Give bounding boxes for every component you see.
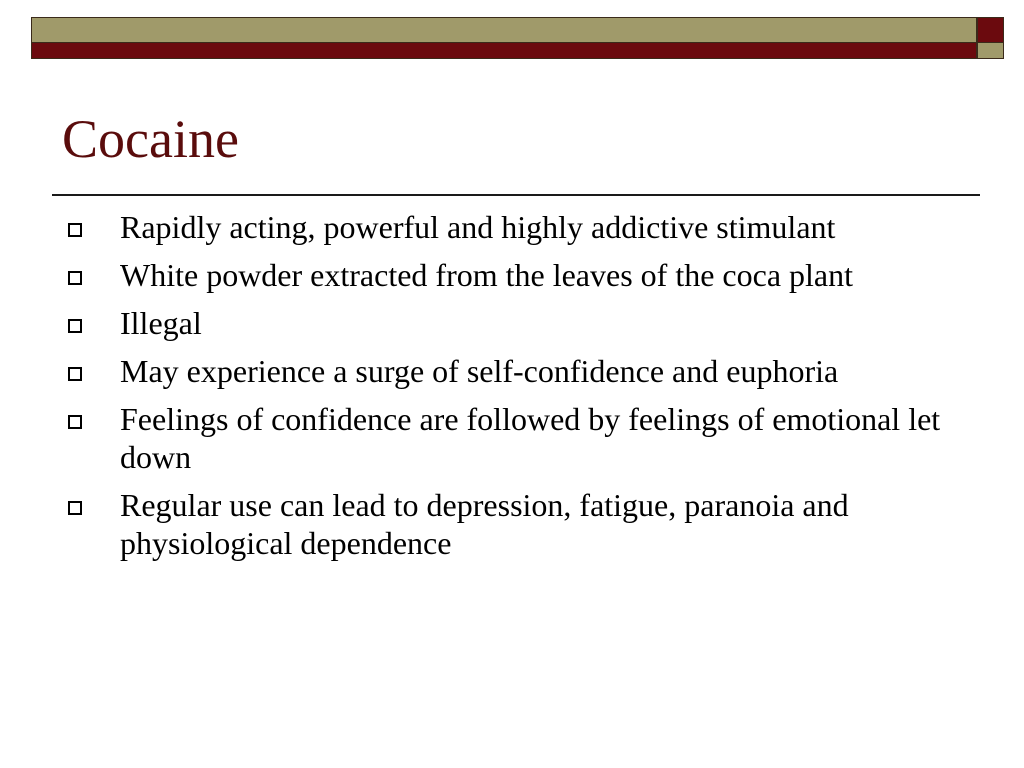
bullet-list xyxy=(62,208,962,572)
header-band-red xyxy=(31,42,977,59)
bullet-text: Illegal xyxy=(120,305,202,341)
bullet-item xyxy=(62,352,962,390)
bullet-item xyxy=(62,256,962,294)
bullet-text: White powder extracted from the leaves of the coca plant xyxy=(120,257,853,293)
bullet-item xyxy=(62,486,962,562)
header-band-olive xyxy=(31,17,977,43)
hollow-square-bullet-icon xyxy=(68,501,82,515)
bullet-item xyxy=(62,208,962,246)
header-corner-square-olive xyxy=(977,42,1004,59)
header-corner-square-red xyxy=(977,17,1004,43)
hollow-square-bullet-icon xyxy=(68,271,82,285)
bullet-text: Rapidly acting, powerful and highly addictive stimulant xyxy=(120,209,836,245)
bullet-text: Regular use can lead to depression, fatigue, paranoia and physiological dependence xyxy=(120,487,849,561)
title-divider xyxy=(52,194,980,196)
hollow-square-bullet-icon xyxy=(68,367,82,381)
bullet-text: May experience a surge of self-confidence and euphoria xyxy=(120,353,839,389)
hollow-square-bullet-icon xyxy=(68,415,82,429)
hollow-square-bullet-icon xyxy=(68,223,82,237)
bullet-item xyxy=(62,304,962,342)
hollow-square-bullet-icon xyxy=(68,319,82,333)
bullet-item xyxy=(62,400,962,476)
bullet-text: Feelings of confidence are followed by feelings of emotional let down xyxy=(120,401,941,475)
slide-title: Cocaine xyxy=(62,109,239,169)
